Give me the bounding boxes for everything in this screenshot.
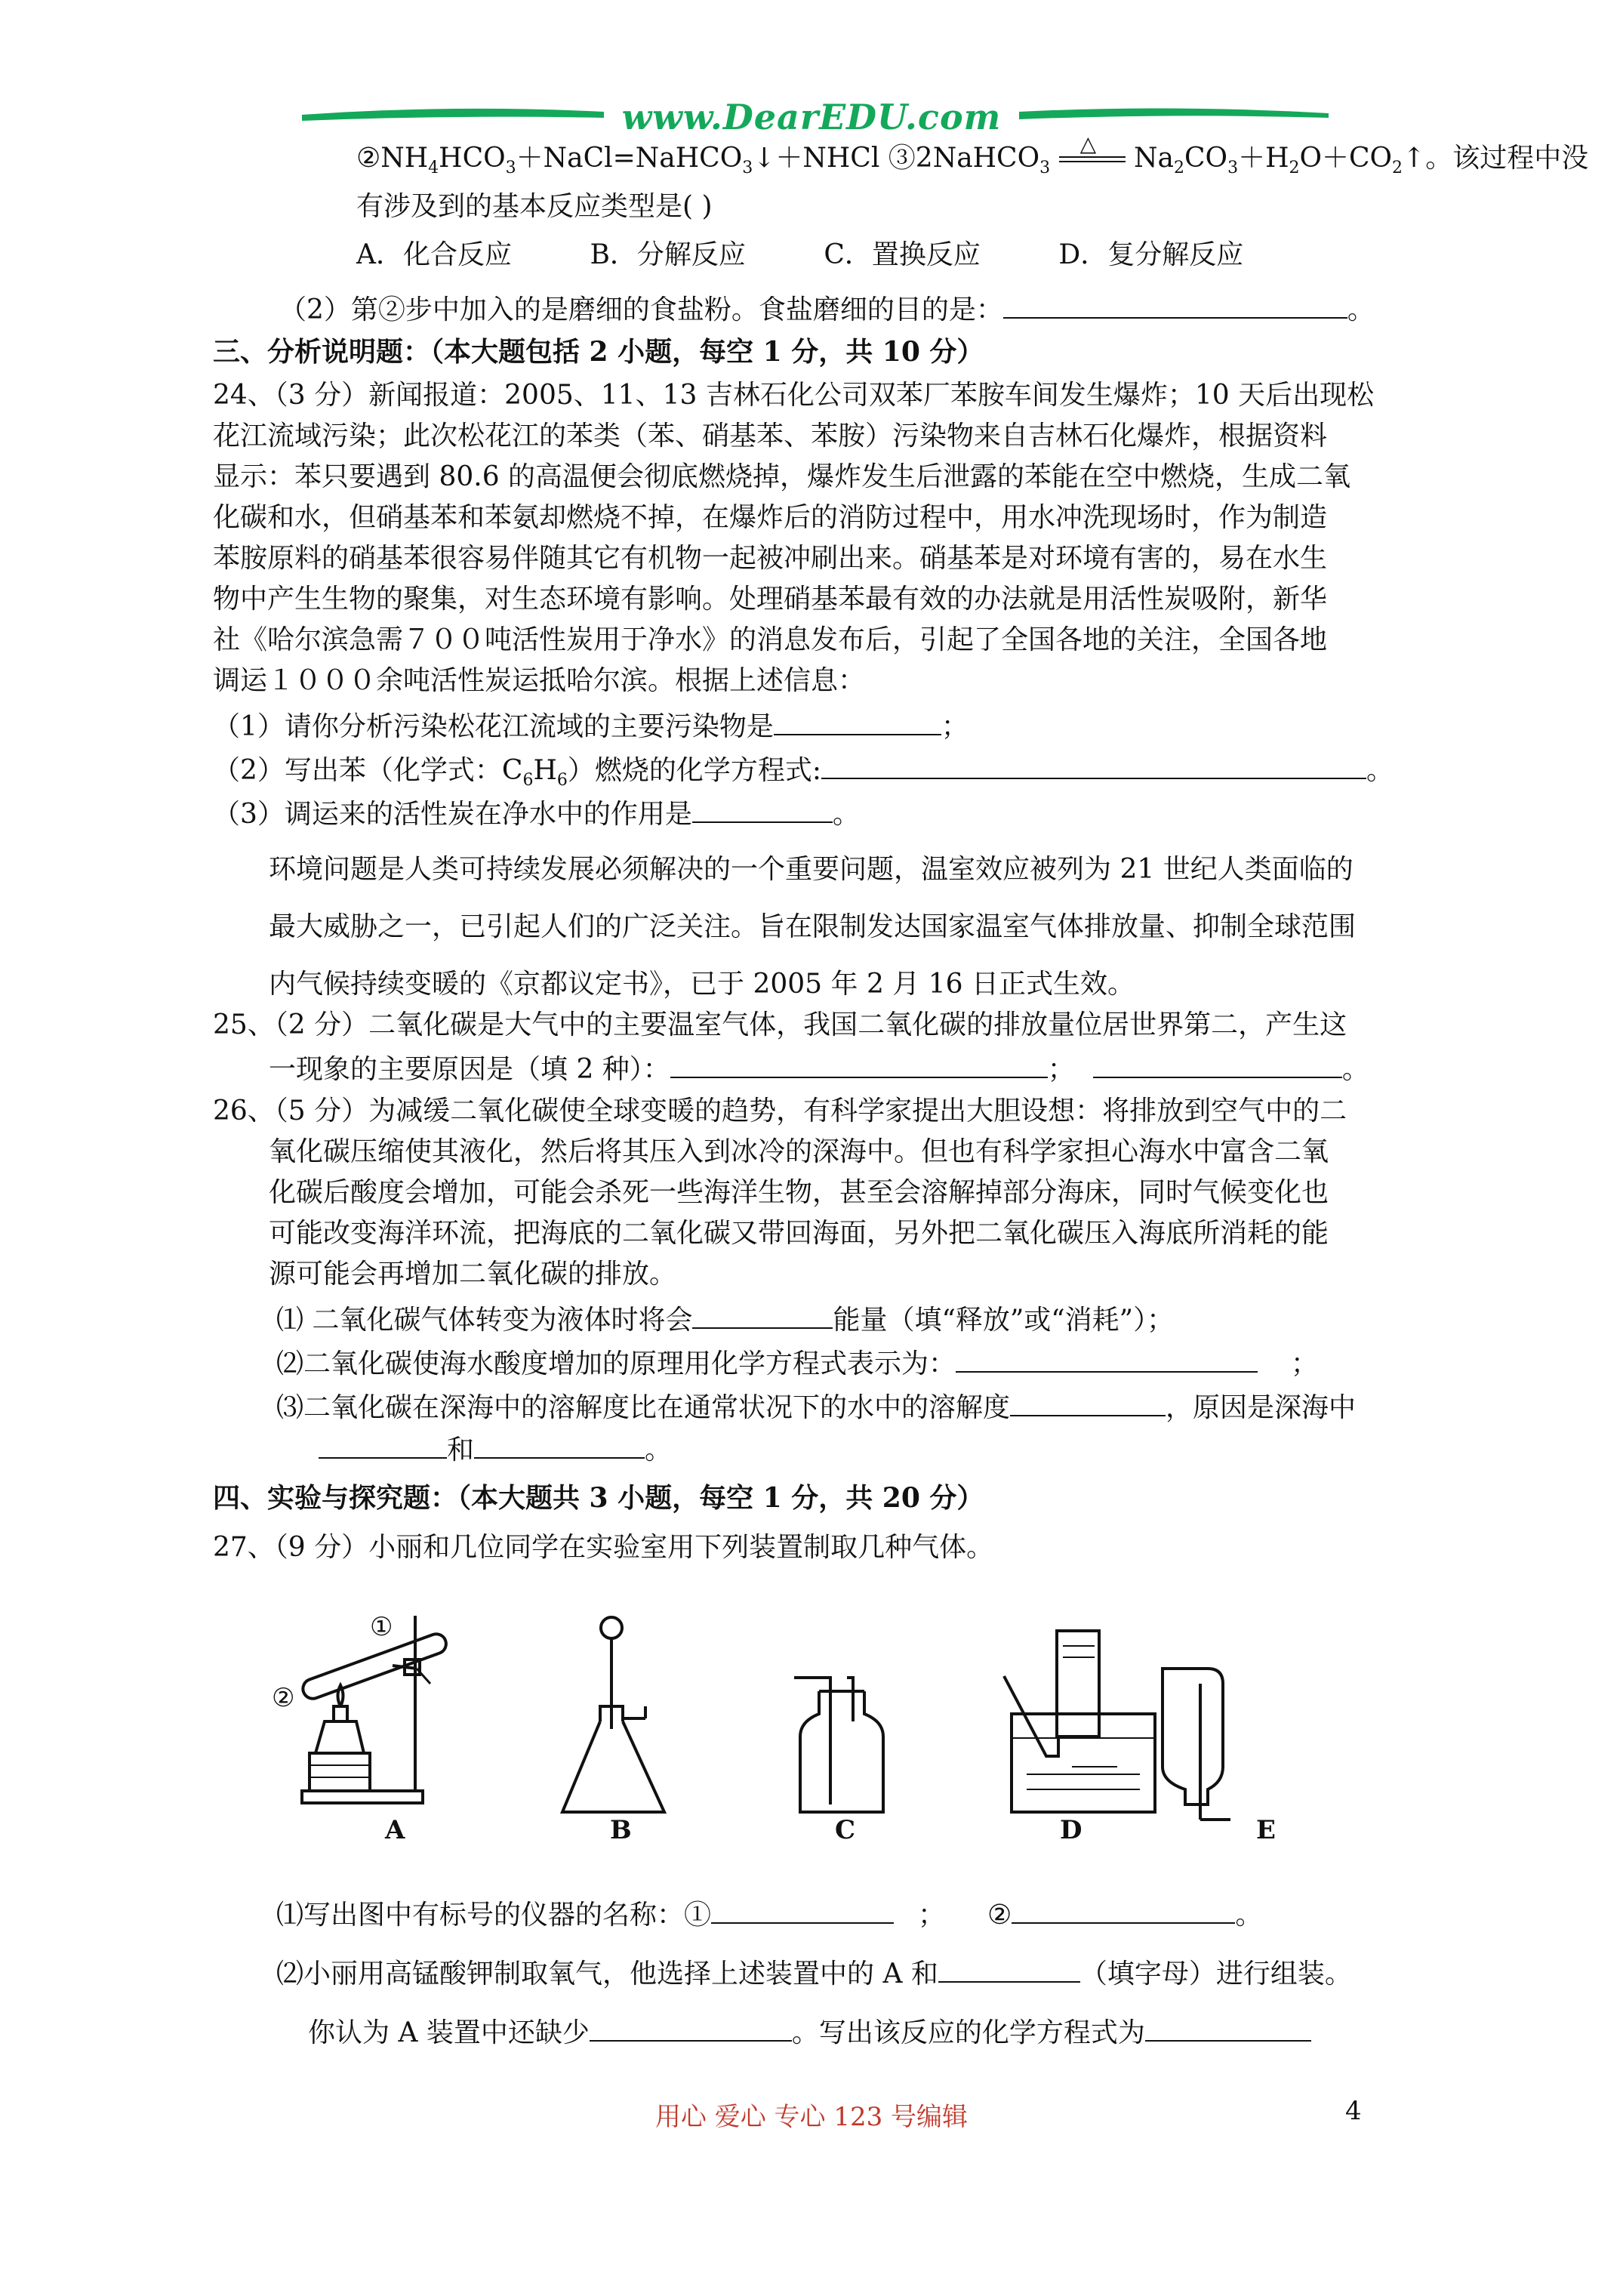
paragraph-26-line: 化碳后酸度会增加，可能会杀死一些海洋生物，甚至会溶解掉部分海床，同时气候变化也 (269, 1177, 1329, 1208)
page-number: 4 (1345, 2096, 1362, 2126)
answer-blank[interactable] (474, 1432, 645, 1459)
answer-blank[interactable] (590, 2014, 792, 2042)
paragraph-24-line: 调运１０００余吨活性炭运抵哈尔滨。根据上述信息： (213, 665, 866, 696)
answer-blank[interactable] (1093, 1051, 1342, 1078)
marker-1: ① (370, 1612, 393, 1642)
heating-condition-sign: △ (1059, 149, 1126, 171)
paragraph-24-line: 花江流域污染；此次松花江的苯类（苯、硝基苯、苯胺）污染物来自吉林石化爆炸，根据资料 (213, 421, 1328, 451)
answer-blank[interactable] (1012, 1897, 1235, 1924)
option-c[interactable]: C．置换反应 (824, 239, 981, 270)
answer-blank[interactable] (1010, 1389, 1166, 1416)
answer-blank[interactable] (692, 1302, 833, 1329)
question-25: 一现象的主要原因是（填 2 种）： ； 。 (269, 1051, 1369, 1086)
apparatus-b (562, 1617, 664, 1812)
option-d[interactable]: D．复分解反应 (1058, 239, 1244, 270)
option-b[interactable]: B．分解反应 (590, 239, 746, 270)
question-text: 有涉及到的基本反应类型是( ) (356, 191, 713, 222)
question-27-1: ⑴写出图中有标号的仪器的名称：① ； ② 。 (276, 1897, 1262, 1932)
figure-label-e: E (1256, 1815, 1276, 1845)
environment-intro-line: 内气候持续变暖的《京都议定书》，已于 2005 年 2 月 16 日正式生效。 (269, 969, 1135, 1000)
question-27-2: ⑵小丽用高锰酸钾制取氧气，他选择上述装置中的 A 和 （填字母）进行组装。 (276, 1955, 1352, 1991)
answer-blank[interactable] (319, 1432, 447, 1459)
paragraph-24-line: 物中产生生物的聚集，对生态环境有影响。处理硝基苯最有效的办法就是用活性炭吸附，新华 (213, 584, 1328, 615)
apparatus-c (794, 1678, 883, 1812)
answer-blank[interactable] (692, 796, 833, 823)
apparatus-drawing (257, 1593, 1351, 1835)
paragraph-24-line: 社《哈尔滨急需７００吨活性炭用于净水》的消息发布后，引起了全国各地的关注，全国各地 (213, 624, 1328, 655)
paragraph-26-line: 源可能会再增加二氧化碳的排放。 (269, 1259, 677, 1290)
marker-2: ② (272, 1683, 295, 1713)
question-24-1: （1）请你分析污染松花江流域的主要污染物是 ； (213, 708, 969, 744)
figure-label-a: A (385, 1815, 405, 1845)
figure-label-b: B (610, 1815, 632, 1845)
site-logo: www.DearEDU.com (621, 97, 1002, 137)
figure-label-d: D (1060, 1815, 1083, 1845)
figure-label-c: C (835, 1815, 856, 1845)
apparatus-figure (257, 1593, 1351, 1835)
answer-blank[interactable] (1145, 2014, 1311, 2042)
answer-blank[interactable] (956, 1345, 1258, 1373)
answer-blank[interactable] (938, 1955, 1080, 1983)
question-26-3-cont: 和 。 (319, 1432, 672, 1467)
question-24-3: （3）调运来的活性炭在净水中的作用是 。 (213, 796, 860, 831)
page-header (0, 0, 1623, 151)
answer-blank[interactable] (670, 1051, 1048, 1078)
reaction-line: $②NH_4HCO_3+NaCl=NaHCO_3↓+NHCl$ ③2NaHCO$_3$ △ $Na_2CO_3+H_2O+CO_2↑$。该过程中没 (356, 131, 1589, 178)
section-3-heading: 三、分析说明题：（本大题包括 2 小题，每空 1 分，共 10 分） (213, 336, 984, 368)
apparatus-d (1004, 1631, 1155, 1812)
apparatus-a (300, 1616, 449, 1803)
paragraph-24-line: 化碳和水，但硝基苯和苯氨却燃烧不掉，在爆炸后的消防过程中，用水冲洗现场时，作为制造 (213, 502, 1328, 533)
option-a[interactable]: A．化合反应 (356, 239, 512, 270)
question-23-2: （2）第②步中加入的是磨细的食盐粉。食盐磨细的目的是： 。 (279, 291, 1375, 327)
paragraph-26-line: 可能改变海洋环流，把海底的二氧化碳又带回海面，另外把二氧化碳压入海底所消耗的能 (269, 1218, 1329, 1249)
paragraph-26-line: 氧化碳压缩使其液化，然后将其压入到冰冷的深海中。但也有科学家担心海水中富含二氧 (269, 1136, 1329, 1167)
answer-blank[interactable] (711, 1897, 894, 1924)
question-26-2: ⑵二氧化碳使海水酸度增加的原理用化学方程式表示为： ； (276, 1345, 1318, 1381)
environment-intro-line: 最大威胁之一，已引起人们的广泛关注。旨在限制发达国家温室气体排放量、抑制全球范围 (269, 911, 1357, 942)
paragraph-24-line: 显示：苯只要遇到 80.6 的高温便会彻底燃烧掉，爆炸发生后泄露的苯能在空中燃烧，生成二氧 (213, 461, 1351, 492)
question-26-3: ⑶二氧化碳在深海中的溶解度比在通常状况下的水中的溶解度 ，原因是深海中 (276, 1389, 1356, 1425)
answer-blank[interactable] (821, 752, 1366, 779)
page-footer: 用心 爱心 专心 123 号编辑 (654, 2102, 969, 2132)
paragraph-25-line: 25、（2 分）二氧化碳是大气中的主要温室气体，我国二氧化碳的排放量位居世界第二，产生这 (213, 1009, 1347, 1040)
paragraph-24-line: 24、（3 分）新闻报道：2005、11、13 吉林石化公司双苯厂苯胺车间发生爆炸；10 天后出现松 (213, 380, 1375, 411)
paragraph-27-line: 27、（9 分）小丽和几位同学在实验室用下列装置制取几种气体。 (213, 1532, 994, 1563)
environment-intro-line: 环境问题是人类可持续发展必须解决的一个重要问题，温室效应被列为 21 世纪人类面临的 (269, 854, 1354, 885)
question-27-3: 你认为 A 装置中还缺少 。写出该反应的化学方程式为 (308, 2014, 1311, 2050)
question-24-2: （2）写出苯（化学式：$C_6H_6$）燃烧的化学方程式: 。 (213, 752, 1394, 787)
question-26-1: ⑴ 二氧化碳气体转变为液体时将会 能量（填“释放”或“消耗”）； (276, 1302, 1174, 1337)
answer-options (356, 239, 1313, 272)
section-4-heading: 四、实验与探究题：（本大题共 3 小题，每空 1 分，共 20 分） (213, 1482, 984, 1514)
paragraph-26-line: 26、（5 分）为减缓二氧化碳使全球变暖的趋势，有科学家提出大胆设想：将排放到空气中的二 (213, 1096, 1347, 1126)
answer-blank[interactable] (1003, 291, 1347, 319)
answer-blank[interactable] (774, 708, 941, 735)
paragraph-24-line: 苯胺原料的硝基苯很容易伴随其它有机物一起被冲刷出来。硝基苯是对环境有害的，易在水生 (213, 543, 1328, 574)
apparatus-e (1163, 1669, 1230, 1820)
